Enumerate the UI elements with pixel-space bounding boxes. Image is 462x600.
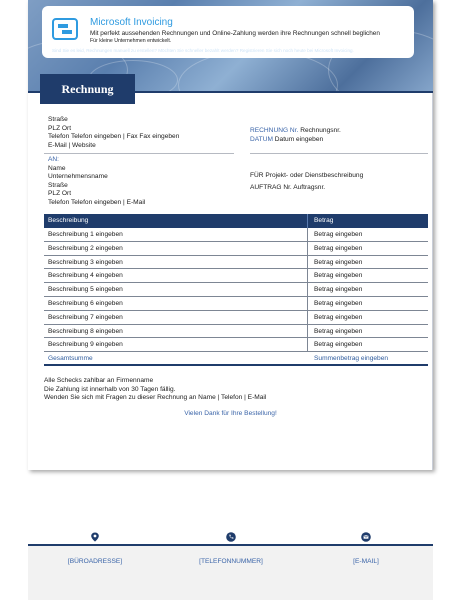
project-order-label: AUFTRAG Nr. [250, 184, 292, 191]
project-order-line [250, 184, 325, 193]
thank-you-message: Vielen Dank für Ihre Bestellung! [184, 410, 277, 417]
table-row [44, 311, 428, 325]
banner-subtitle: Mit perfekt aussehenden Rechnungen und Online-Zahlung werden ihre Rechnungen schnell beglichen [90, 30, 380, 37]
header-description: Beschreibung [48, 217, 89, 224]
recipient-name[interactable]: Name [48, 164, 66, 172]
table-total-row [44, 352, 428, 366]
sender-street: Straße [48, 116, 68, 123]
header-amount: Betrag [314, 217, 334, 224]
total-value[interactable]: Summenbetrag eingeben [314, 355, 389, 363]
row-amount[interactable]: Betrag eingeben [314, 327, 363, 335]
row-description[interactable]: Beschreibung 2 eingeben [48, 244, 123, 252]
invoice-number-label: RECHNUNG Nr. [250, 127, 299, 134]
invoice-date-label: DATUM [250, 135, 273, 143]
footer [28, 546, 433, 600]
row-description[interactable]: Beschreibung 4 eingeben [48, 272, 123, 280]
row-amount[interactable]: Betrag eingeben [314, 341, 363, 349]
invoice-date-line [250, 136, 323, 145]
table-row [44, 325, 428, 339]
divider-left [44, 153, 234, 154]
row-description[interactable]: Beschreibung 5 eingeben [48, 286, 123, 294]
row-description[interactable]: Beschreibung 1 eingeben [48, 231, 123, 238]
row-amount[interactable]: Betrag eingeben [314, 272, 363, 280]
divider-right [250, 153, 428, 154]
table-row [44, 283, 428, 297]
project-for-label: FÜR [250, 172, 264, 179]
footer-address[interactable]: [BÜROADRESSE] [67, 558, 123, 565]
row-description[interactable]: Beschreibung 9 eingeben [48, 341, 123, 349]
table-row [44, 228, 428, 242]
row-description[interactable]: Beschreibung 7 eingeben [48, 313, 123, 321]
sender-phone-fax: Telefon Telefon eingeben | Fax Fax eingeben [48, 133, 180, 140]
total-label: Gesamtsumme [48, 355, 93, 363]
row-amount[interactable]: Betrag eingeben [314, 244, 363, 252]
line-items-table [44, 214, 428, 366]
recipient-street[interactable]: Straße [48, 181, 68, 189]
table-header [44, 214, 428, 228]
email-icon [361, 532, 371, 542]
row-description[interactable]: Beschreibung 8 eingeben [48, 327, 123, 335]
banner-title: Microsoft Invoicing [90, 17, 173, 28]
table-row [44, 338, 428, 352]
table-row [44, 269, 428, 283]
invoice-title-box [40, 74, 135, 104]
invoice-date-value[interactable]: Datum eingeben [274, 135, 324, 143]
banner-promo-link[interactable]: Sind Sie es leid, Rechnungen manuell zu erstellen? Möchten Sie schneller bezahlt werden? Registrieren Sie sich noch heute bei Microsoft Invoicing. [52, 48, 354, 53]
table-row [44, 297, 428, 311]
sender-city: PLZ Ort [48, 124, 72, 132]
table-row [44, 242, 428, 256]
invoice-number-line [250, 127, 341, 136]
row-description[interactable]: Beschreibung 6 eingeben [48, 299, 123, 307]
note-payment-terms: Die Zahlung ist innerhalb von 30 Tagen fällig. [44, 385, 176, 393]
row-amount[interactable]: Betrag eingeben [314, 299, 363, 307]
map-pin-icon [90, 532, 100, 542]
row-amount[interactable]: Betrag eingeben [314, 231, 363, 238]
table-row [44, 256, 428, 270]
recipient-company[interactable]: Unternehmensname [48, 173, 108, 180]
recipient-label: AN: [48, 156, 59, 163]
invoice-page [28, 0, 433, 470]
project-for-value[interactable]: Projekt- oder Dienstbeschreibung [265, 172, 364, 179]
banner-subtitle-2: Für kleine Unternehmen entwickelt. [90, 38, 172, 44]
sender-email-web: E-Mail | Website [48, 141, 96, 149]
note-checks: Alle Schecks zahlbar an Firmenname [44, 377, 154, 384]
footer-email[interactable]: [E-MAIL] [353, 558, 379, 565]
invoice-number-value[interactable]: Rechnungsnr. [300, 127, 341, 134]
invoice-title: Rechnung [61, 82, 114, 96]
phone-icon [226, 532, 236, 542]
row-description[interactable]: Beschreibung 3 eingeben [48, 258, 123, 266]
recipient-city[interactable]: PLZ Ort [48, 190, 72, 197]
row-amount[interactable]: Betrag eingeben [314, 258, 363, 266]
recipient-phone-email[interactable]: Telefon Telefon eingeben | E-Mail [48, 198, 146, 206]
row-amount[interactable]: Betrag eingeben [314, 286, 363, 294]
invoicing-logo-icon [52, 18, 78, 40]
row-amount[interactable]: Betrag eingeben [314, 313, 363, 321]
project-for-line [250, 172, 363, 181]
footer-phone[interactable]: [TELEFONNUMMER] [199, 558, 263, 565]
project-order-value[interactable]: Auftragsnr. [293, 184, 326, 191]
note-contact: Wenden Sie sich mit Fragen zu dieser Rechnung an Name | Telefon | E-Mail [44, 394, 267, 401]
